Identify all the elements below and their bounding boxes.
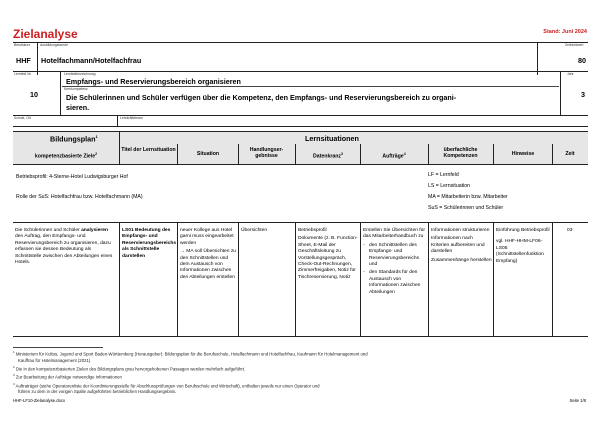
divider [119, 144, 120, 164]
zeitrichtwert-value: 80 [578, 56, 586, 65]
divider [560, 71, 561, 115]
schule-ort-label: Schule, Ort [14, 116, 31, 120]
ausbildungsberufe-value: Hotelfachmann/Hotelfachfrau [41, 56, 142, 65]
situation-text-1: neuer Kollege aus Hotel garni muss eingearbeitet werden [180, 228, 234, 246]
footnote-2: $^2$ Die in den kompetenzbasierten Zielen des Bildungsplans grau hervorgehobenen Passagen werden mehrfach aufgeführt. [13, 364, 246, 372]
footnotes [13, 349, 583, 395]
list-item: - den Schnittstellen des Empfangs- und Reservierungsbereichs und [363, 242, 420, 268]
lernsituationen-heading: Lernsituationen [305, 134, 359, 143]
column-header-auftraege: Aufträge$^4$ [382, 152, 406, 160]
divider [552, 222, 553, 336]
document-title: Zielanalyse [13, 27, 78, 41]
divider [119, 131, 120, 144]
divider [13, 71, 588, 72]
divider [117, 115, 118, 126]
lehrkraefteteam-label: Lehrkräfteteam [120, 116, 143, 120]
divider [13, 131, 588, 132]
kernkompetenz-label: Kernkompetenz [64, 87, 88, 91]
bildungsplan-heading: Bildungsplan$^1$ [50, 134, 98, 144]
rolle-text: Rolle der SuS: Hotelfachfrau bzw. Hotelfachmann (MA) [16, 194, 143, 200]
jahr-label: Jahr [567, 72, 574, 76]
column-header-zeit: Zeit [565, 151, 575, 157]
jahr-value: 3 [581, 90, 585, 99]
footer-filename: HHF-LF10-Zielanalyse.docx [13, 398, 66, 403]
footnote-4: $^4$ Auftraträger (siehe Operatorenliste der Koordinierungsstelle für Abschlussprüfungen von Berufsschule und Wirtschaft), enthalten jeweils nur einen Operator und [13, 381, 320, 389]
divider [13, 115, 588, 116]
datenkranz-text-2: Dokumente (z. B. Function-Sheet, E-Mail der Geschäftsleitung zu Vorstellungsgespräch, Check-Out-Rechnungen, Zimmerfreigaben, Notiz für Tischreservierung, Notiz [298, 236, 358, 280]
divider [552, 144, 553, 164]
divider [13, 126, 588, 127]
legend-ls: LS = Lernsituation [428, 183, 470, 189]
datenkranz-cell [298, 228, 359, 281]
hinweise-cell [496, 228, 551, 265]
footnote-1: $^1$ Ministerium für Kultus, Jugend und Sport Baden-Württemberg (Herausgeber): Bildungsplan für die Berufsschule, Hotelfachmann und Hotelfachfrau, Kaufmann für Hotelmanagement und [13, 350, 368, 357]
berufskurz-label: Berufskurz [14, 43, 31, 47]
divider [13, 164, 588, 165]
datenkranz-text-1: Betriebsprofil [298, 228, 327, 233]
column-header-kompetenzen: überfachliche Kompetenzen [443, 147, 478, 159]
column-header-hinweise: Hinweise [511, 151, 535, 157]
divider [493, 144, 494, 164]
column-header-titel: Titel der Lernsituation [121, 147, 176, 153]
divider [360, 222, 361, 336]
footnote-4-cont: führen zu dem in der vorigen Spalte aufgeführten betrieblichen Handlungsergebnis. [18, 389, 177, 395]
list-item: - den Standards für den Austausch von Informationen zwischen Abteilungen [363, 270, 421, 295]
divider [60, 71, 61, 115]
divider [360, 144, 361, 164]
divider [177, 222, 178, 336]
divider [428, 144, 429, 164]
divider [119, 222, 120, 336]
divider [295, 144, 296, 164]
lernfeld-nr-value: 10 [30, 90, 38, 99]
kompetenzen-text-1: Informationen strukturieren [431, 228, 490, 233]
zeit-cell: 03 [567, 228, 573, 233]
handlungsergebnisse-cell: Übersichten [241, 228, 268, 233]
column-header-situation: Situation [196, 151, 220, 157]
berufskurz-value: HHF [16, 56, 31, 65]
lernfeld-nr-label: Lernfeld Nr. [14, 72, 32, 76]
footnote-3: $^3$ Zur Bearbeitung der Aufträge notwendige Informationen [13, 373, 122, 380]
footer-page-number: Seite 1/8 [569, 398, 586, 403]
divider [428, 222, 429, 336]
betriebsprofil-text: Betriebsprofil: 4-Sterne-Hotel Ludwigsburger Hof [16, 174, 128, 180]
column-header-handlungsergebnisse: Handlungser-gebnisse [249, 147, 284, 159]
ausbildungsberufe-label: Ausbildungsberufe [40, 43, 69, 47]
divider [238, 222, 239, 336]
divider [13, 336, 588, 337]
column-header-datenkranz: Datenkranz$^3$ [313, 152, 343, 160]
legend-sus: SuS = Schülerinnen und Schüler [428, 205, 504, 211]
divider [238, 144, 239, 164]
kompetenzen-text-2: Informationen nach Kriterien aufbereiten und darstellen [431, 236, 485, 255]
legend-lf: LF = Lernfeld [428, 172, 459, 178]
stand-date: Stand: Juni 2024 [543, 29, 587, 35]
situation-text-2: → MA soll Übersichten zu den Schnittstellen und dem Austausch von Informationen zwischen den Abteilungen erstellen [180, 249, 236, 280]
titel-cell: LS01 Bedeutung des Empfangs- und Reservierungsbereichs als Schnittstelle darstellen [122, 228, 177, 259]
lernfeldbezeichnung-value: Empfangs- und Reservierungsbereich organisieren [66, 77, 241, 86]
situation-cell [180, 228, 237, 281]
divider [295, 222, 296, 336]
kernkompetenz-line-2: sieren. [66, 103, 90, 112]
footnote-1-cont: Kauffrau für Hotelmanagement (2021) [18, 357, 91, 363]
column-header-ziele: kompetenzbasierte Ziele$^2$ [34, 152, 98, 160]
hinweise-text-2: vgl. HHF-HHM-LF06-LS05 (Schnittstellenfunktion Empfang) [496, 239, 544, 264]
kernkompetenz-line-1: Die Schülerinnen und Schüler verfügen über die Kompetenz, den Empfangs- und Reservierungsbereich zu organi- [66, 93, 457, 102]
divider [13, 222, 588, 223]
zeitrichtwert-label: Zeitrichtwert [565, 43, 584, 47]
auftraege-intro: Erstellen Sie Übersichten für das Mitarbeiterhandbuch zu [363, 228, 425, 240]
hinweise-text-1: Einführung Betriebsprofil [496, 228, 550, 233]
auftraege-cell [363, 228, 427, 296]
section-header [13, 131, 588, 144]
footnote-separator [13, 347, 103, 348]
legend-ma: MA = Mitarbeiterin bzw. Mitarbeiter [428, 194, 508, 200]
divider [13, 42, 588, 43]
kompetenzen-cell [431, 228, 492, 264]
divider [62, 86, 559, 87]
divider [493, 222, 494, 336]
ziele-cell: Die Schülerinnen und Schüler analysieren den Auftrag, den Empfangs- und Reservierungsbereich zu organisieren, dazu erfassen sie dessen Bedeutung als Schnittstelle zwischen den Abteilungen eines Hotels. [15, 228, 113, 266]
lernfeldbezeichnung-label: Lernfeldbezeichnung [64, 72, 96, 76]
divider [177, 144, 178, 164]
kompetenzen-text-3: Zusammenhänge herstellen [431, 257, 492, 263]
